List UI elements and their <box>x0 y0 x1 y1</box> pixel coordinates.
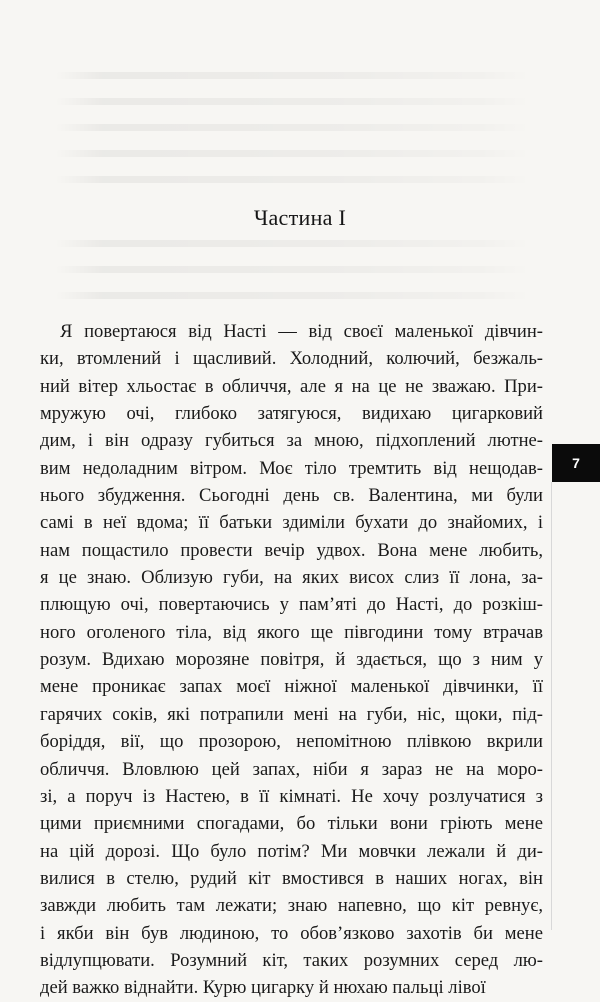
page-number: 7 <box>572 455 580 471</box>
text-line: дим, і він одразу губиться за мною, підхоплений лютне- <box>40 430 543 452</box>
page-edge-line <box>551 482 552 930</box>
text-line: плющую очі, повертаючись у пам’яті до Насті, до розкіш- <box>40 594 543 616</box>
text-line: мружую очі, глибоко затягуюся, видихаю цигарковий <box>40 403 543 425</box>
show-through-line <box>55 176 530 183</box>
text-line: гарячих соків, які потрапили мені на губи, ніс, щоки, під- <box>40 703 543 725</box>
text-line: обличчя. Вловлюю цей запах, ніби я зараз не на моро- <box>40 758 543 780</box>
text-line: цими приємними спогадами, бо тільки вони гріють мене <box>40 813 543 835</box>
text-line: я це знаю. Облизую губи, на яких висох слиз її лона, за- <box>40 567 543 589</box>
show-through-line <box>55 150 530 157</box>
text-line: мене проникає запах моєї ніжної маленької дівчинки, її <box>40 676 543 698</box>
show-through-line <box>55 72 530 79</box>
text-line: ний вітер хльостає в обличчя, але я на це не зважаю. При- <box>40 375 543 397</box>
body-paragraph <box>40 318 543 1002</box>
text-line: Я повертаюся від Насті — від своєї маленької дівчин- <box>60 321 543 342</box>
show-through-line <box>55 240 530 247</box>
text-line: нього збудження. Сьогодні день св. Валентина, ми були <box>40 485 543 507</box>
text-line: розум. Вдихаю морозяне повітря, й здається, що з ним у <box>40 649 543 671</box>
text-line: вим недоладним вітром. Моє тіло тремтить від нещодав- <box>40 457 543 479</box>
show-through-line <box>55 124 530 131</box>
page-number-tab <box>552 444 600 482</box>
show-through-line <box>55 98 530 105</box>
text-line: дей важко віднайти. Курю цигарку й нюхаю пальці лівої <box>40 977 486 999</box>
chapter-title: Частина І <box>253 205 347 230</box>
text-line: на цій дорозі. Що було потім? Ми мовчки лежали й ди- <box>40 840 543 862</box>
text-line: завжди любить там лежати; знаю напевно, що кіт ревнує, <box>40 895 543 917</box>
text-line: самі в неї вдома; її батьки здиміли бухати до знайомих, і <box>40 512 543 534</box>
text-line: нам пощастило провести вечір удвох. Вона мене любить, <box>40 539 543 561</box>
text-line: ного оголеного тіла, від якого ще півгодини тому втрачав <box>40 621 543 643</box>
text-line: боріддя, вії, що прозорою, непомітною плівкою вкрили <box>40 731 543 753</box>
text-line: відлупцювати. Розумний кіт, таких розумних серед лю- <box>40 949 543 971</box>
show-through-line <box>55 292 530 299</box>
text-line: і якби він був людиною, то обов’язково захотів би мене <box>40 922 543 944</box>
text-line: ки, втомлений і щасливий. Холодний, колючий, безжаль- <box>40 348 543 370</box>
show-through-line <box>55 266 530 273</box>
text-line: зі, а поруч із Настею, в її кімнаті. Не хочу розлучатися з <box>40 785 543 807</box>
text-line: вилися в стелю, рудий кіт вмостився в наших ногах, він <box>40 867 543 889</box>
